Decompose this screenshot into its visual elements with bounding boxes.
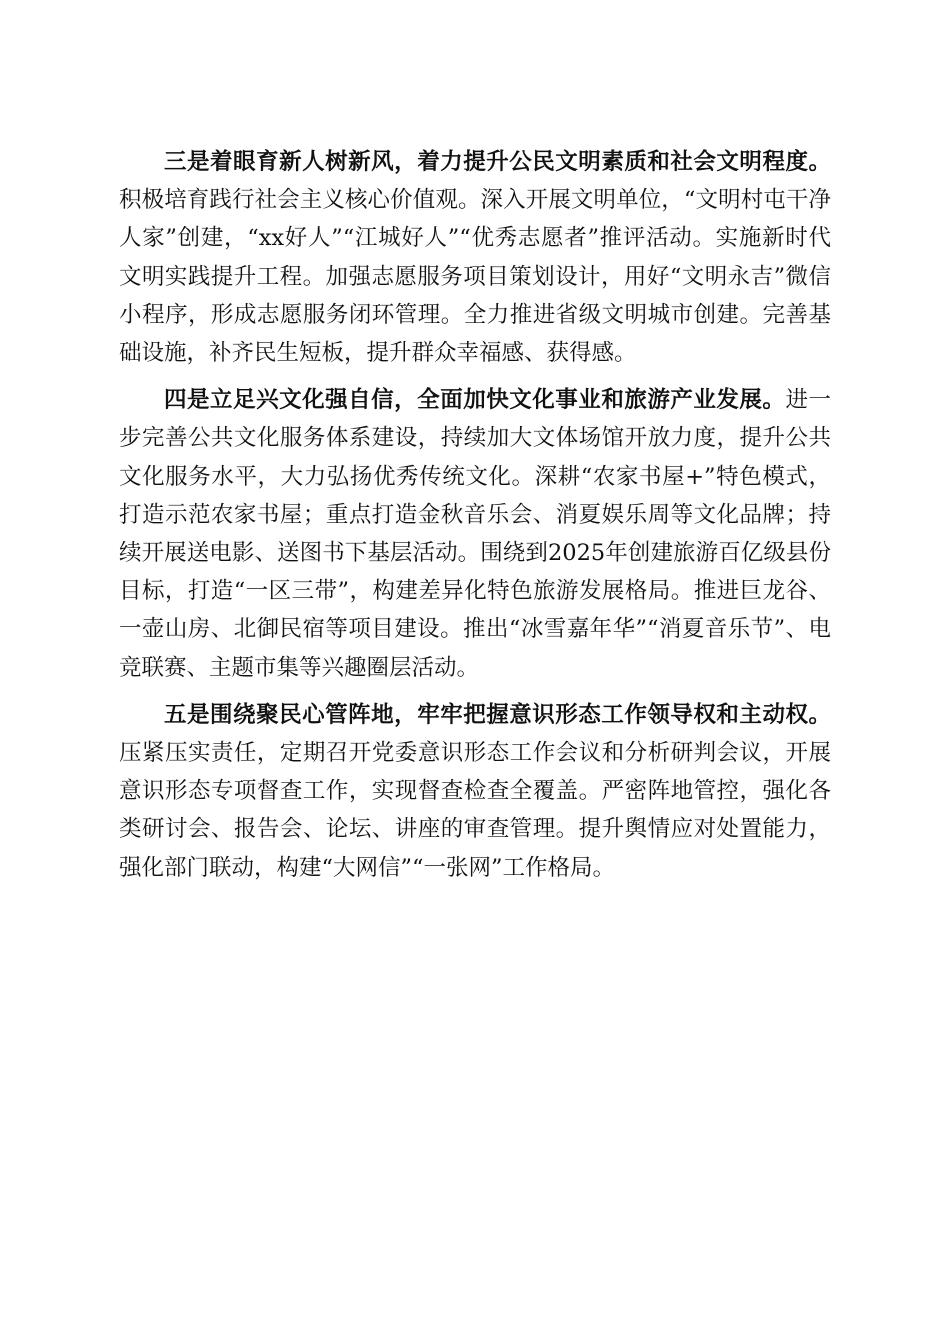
paragraph-lead: 五是围绕聚民心管阵地，牢牢把握意识形态工作领导权和主动权。 [164,701,831,728]
document-body [119,143,831,896]
paragraph-lead: 四是立足兴文化强自信，全面加快文化事业和旅游产业发展。 [164,387,786,414]
paragraph-culture-tourism [119,381,831,687]
paragraph-culture-civilization [119,143,831,372]
paragraph-lead: 三是着眼育新人树新风，着力提升公民文明素质和社会文明程度。 [164,149,831,175]
paragraph-ideology-work [119,696,831,887]
paragraph-text: 积极培育践行社会主义核心价值观。深入开展文明单位，“文明村屯干净人家”创建，“xx好人”“江城好人”“优秀志愿者”推评活动。实施新时代文明实践提升工程。加强志愿服务项目策划设计，用好“文明永吉”微信小程序，形成志愿服务闭环管理。全力推进省级文明城市创建。完善基础设施，补齐民生短板，提升群众幸福感、获得感。 [119,187,831,367]
paragraph-text: 进一步完善公共文化服务体系建设，持续加大文体场馆开放力度，提升公共文化服务水平，大力弘扬优秀传统文化。深耕“农家书屋+”特色模式，打造示范农家书屋；重点打造金秋音乐会、消夏娱乐周等文化品牌；持续开展送电影、送图书下基层活动。围绕到2025年创建旅游百亿级县份目标，打造“一区三带”，构建差异化特色旅游发展格局。推进巨龙谷、一壶山房、北御民宿等项目建设。推出“冰雪嘉年华”“消夏音乐节”、电竞联赛、主题市集等兴趣圈层活动。 [119,387,831,681]
paragraph-text: 压紧压实责任，定期召开党委意识形态工作会议和分析研判会议，开展意识形态专项督查工作，实现督查检查全覆盖。严密阵地管控，强化各类研讨会、报告会、论坛、讲座的审查管理。提升舆情应对处置能力，强化部门联动，构建“大网信”“一张网”工作格局。 [119,740,831,881]
